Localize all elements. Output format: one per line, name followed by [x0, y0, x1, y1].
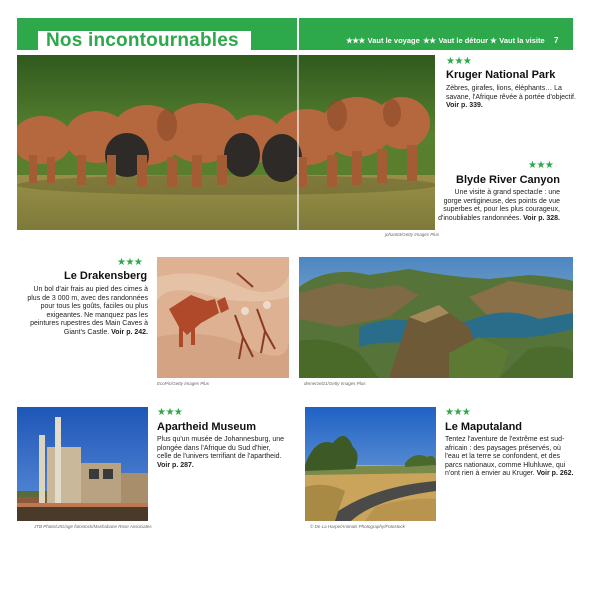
- rating-stars-icon: ★★★: [157, 407, 183, 418]
- maputaland-photo: [305, 407, 436, 521]
- elephants-photo: [17, 55, 435, 230]
- legend-item-voyage: ★★★ Vaut le voyage: [346, 36, 420, 45]
- legend-item-visite: ★ Vaut la visite: [490, 36, 545, 45]
- page-title: Nos incontournables: [46, 30, 239, 51]
- page-reference: Voir p. 287.: [157, 461, 194, 469]
- photo-credit: demerzel21/Getty Images Plus: [304, 381, 366, 386]
- rating-stars-icon: ★★★: [446, 56, 472, 67]
- page-number: 7: [554, 36, 559, 45]
- entry-title: Kruger National Park: [446, 69, 556, 81]
- legend-item-detour: ★★ Vaut le détour: [423, 36, 489, 45]
- legend-stars-icon: ★★: [423, 36, 436, 45]
- photo-credit: johan63/Getty Images Plus: [385, 232, 440, 237]
- rating-stars-icon: ★★★: [528, 160, 554, 171]
- entry-title: Le Drakensberg: [64, 270, 148, 282]
- legend-stars-icon: ★★★: [346, 36, 365, 45]
- page-reference: Voir p. 262.: [536, 470, 574, 478]
- legend-stars-icon: ★: [490, 36, 497, 45]
- page-reference: Voir p. 242.: [111, 328, 148, 336]
- photo-credit: JTB Photo/UIG/age fotostock/Mashabane Rose Associates: [34, 524, 152, 529]
- entry-title: Blyde River Canyon: [456, 174, 560, 186]
- entry-title: Le Maputaland: [445, 421, 523, 433]
- entry-description: Une visite à grand spectacle : une gorge vertigineuse, des points de vue superbes et, pour les plus courageux, d'inoubliables randonnées. Voir p. 328.: [438, 189, 560, 222]
- page-reference: Voir p. 328.: [523, 214, 560, 222]
- header-band-right: [299, 18, 573, 50]
- entry-title: Apartheid Museum: [157, 421, 257, 433]
- rating-stars-icon: ★★★: [117, 257, 143, 268]
- photo-credit: © De La Harpe/Animals Photography/Fotostock: [310, 524, 405, 529]
- rock-art-photo: [157, 257, 289, 378]
- entry-description: Tentez l'aventure de l'extrême est sud-africain : des paysages préservés, où l'eau et la terre se confondent, et des parcs nationaux, comme Hluhluwe, qui n'ont rien à envier au Kruger. Voir p. 262.: [445, 436, 574, 478]
- canyon-photo: [299, 257, 573, 378]
- photo-credit: EcoPic/Getty Images Plus: [157, 381, 210, 386]
- entry-description: Plus qu'un musée de Johannesburg, une plongée dans l'Afrique du Sud d'hier, celle de l'univers terrifiant de l'apartheid. Voir p. 287.: [157, 436, 285, 469]
- page-reference: Voir p. 339.: [446, 102, 483, 110]
- entry-description: Un bol d'air frais au pied des cimes à plus de 3 000 m, avec des randonnées pour tous les goûts, faciles ou plus exigeantes. Ne manquez pas les peintures rupestres des Main Caves à Giant's Castle. Voir p. 242.: [27, 286, 148, 336]
- rating-stars-icon: ★★★: [445, 407, 471, 418]
- entry-description: Zèbres, girafes, lions, éléphants… La savane, l'Afrique rêvée à portée d'objectif. Voir p. 339.: [446, 85, 576, 110]
- museum-photo: [17, 407, 148, 521]
